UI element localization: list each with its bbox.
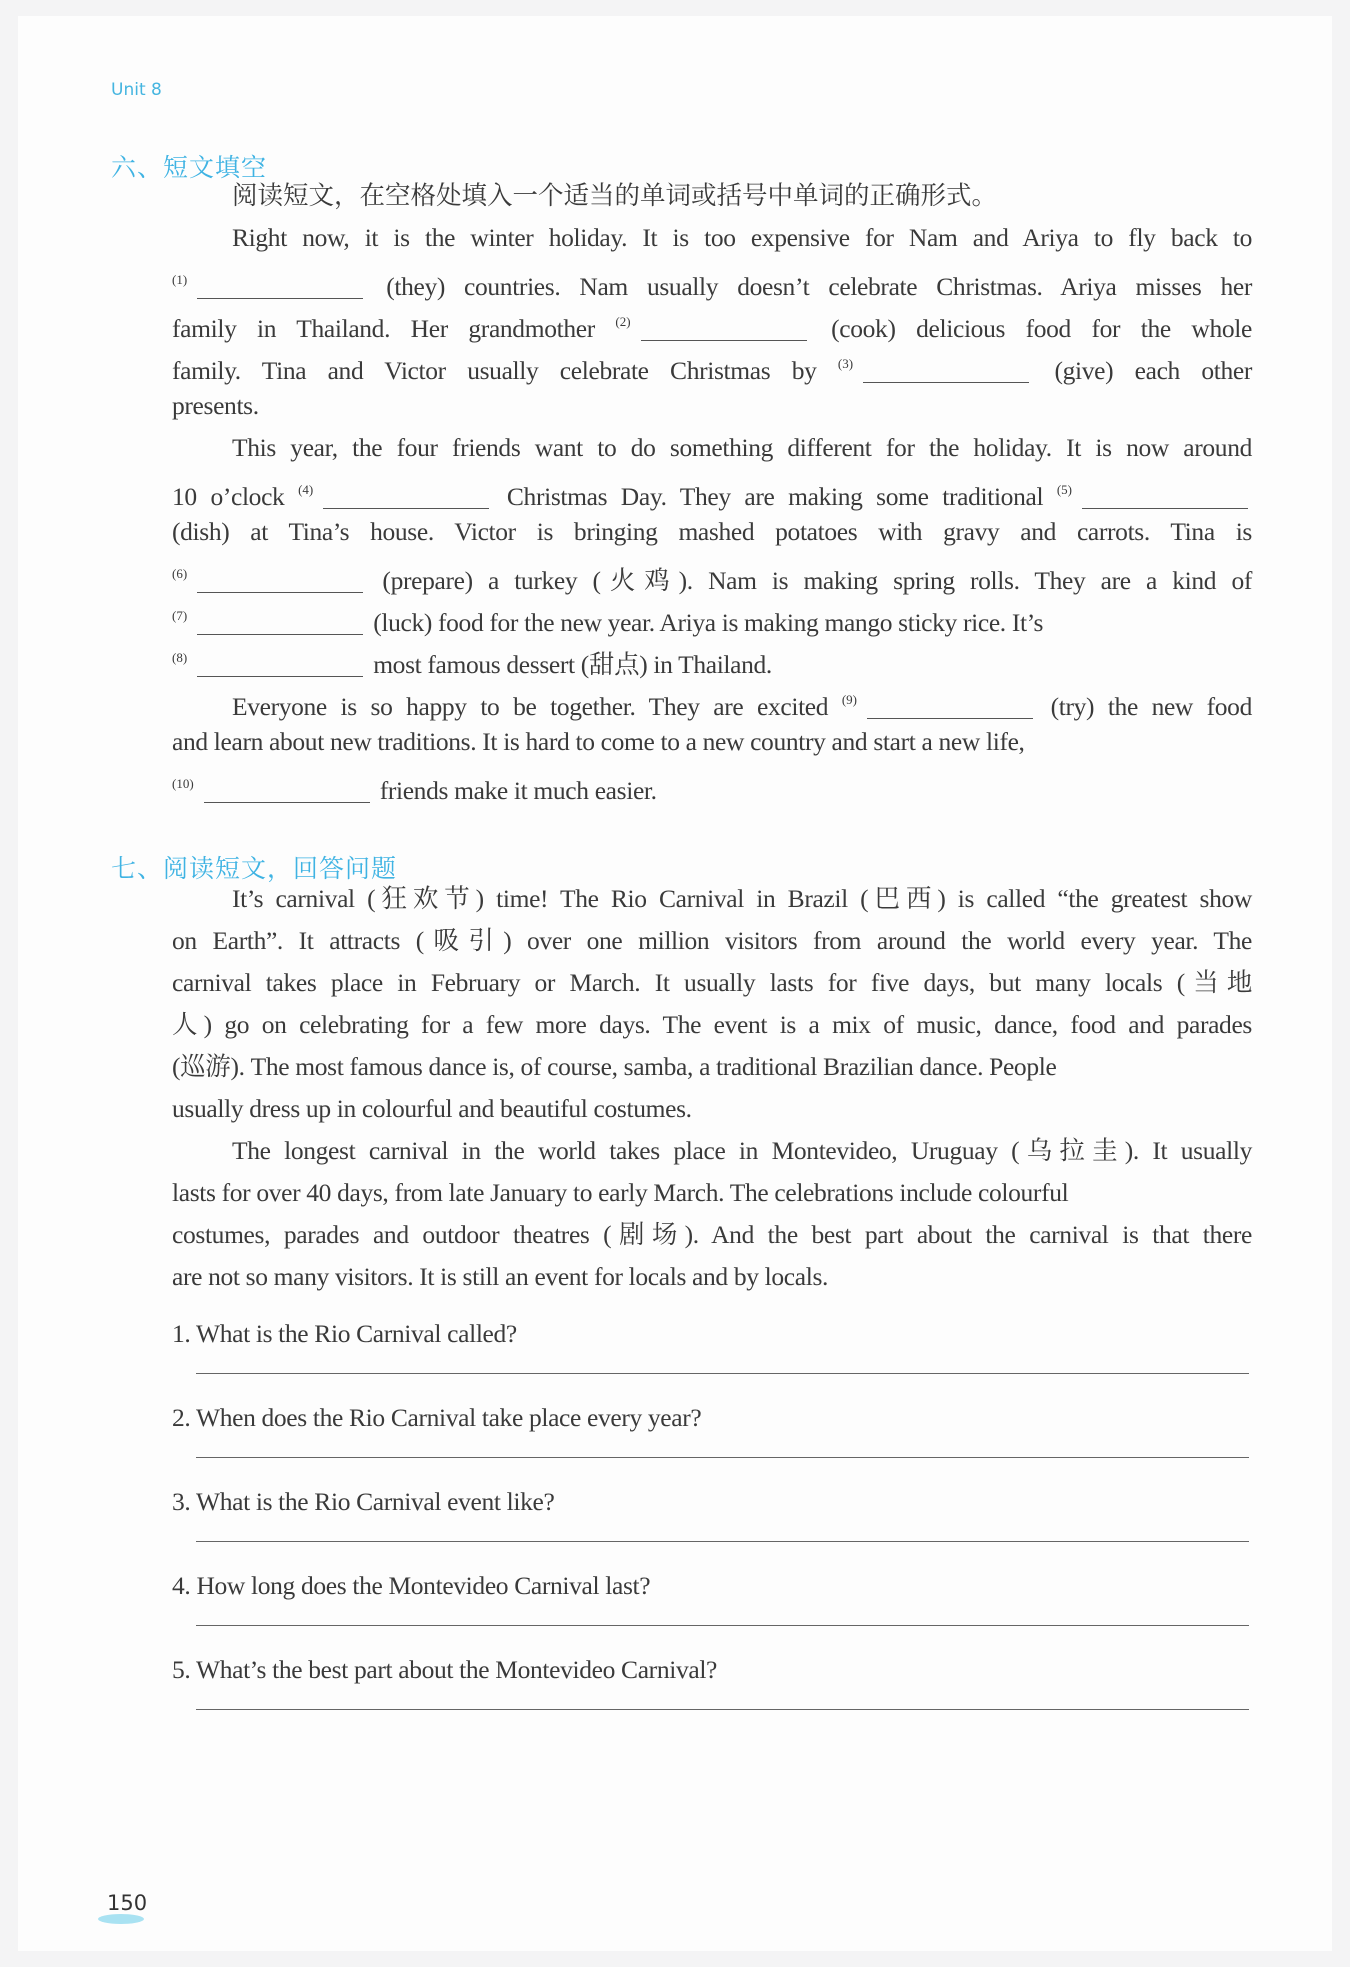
passage-text: family in Thailand. Her grandmother [172,314,616,343]
answer-blank[interactable] [867,694,1033,719]
answer-line-2[interactable] [196,1457,1249,1458]
passage-line [172,637,1252,679]
passage-text: (try) the new food [1036,692,1252,721]
passage-line [172,595,1252,637]
passage-text: usually dress up in colourful and beautiful costumes. [172,1094,692,1123]
passage-text: are not so many visitors. It is still an event for locals and by locals. [172,1262,829,1291]
blank-number: (1) [172,272,188,287]
question-3: 3. What is the Rio Carnival event like? [172,1487,555,1516]
passage-text: It’s carnival (狂欢节) time! The Rio Carnival in Brazil (巴西) is called “the greatest show [232,884,1252,913]
blank-number: (6) [172,566,188,581]
passage-line [172,1046,1252,1088]
passage-text: on Earth”. It attracts (吸引) over one million visitors from around the world every year. The [172,926,1252,955]
section-6-title: 六、短文填空 [111,153,268,182]
passage-text: (dish) at Tina’s house. Victor is bringing mashed potatoes with gravy and carrots. Tina is [172,517,1252,546]
passage-line [172,301,1252,343]
passage-line [172,679,1252,721]
passage-line [172,763,1252,805]
question-4: 4. How long does the Montevideo Carnival last? [172,1571,651,1600]
answer-blank[interactable] [197,610,363,635]
passage-line [172,217,1252,259]
answer-blank[interactable] [1082,484,1248,509]
answer-line-3[interactable] [196,1541,1249,1542]
passage-text: Right now, it is the winter holiday. It is too expensive for Nam and Ariya to fly back to [232,223,1252,252]
passage-text: family. Tina and Victor usually celebrate Christmas by [172,356,838,385]
page-number-decoration [98,1914,144,1924]
passage-line [172,878,1252,920]
passage-line [172,920,1252,962]
cloze-passage [172,217,1252,805]
passage-line [172,1172,1252,1214]
blank-number: (9) [841,692,857,707]
reading-passage [172,878,1252,1298]
passage-line [172,343,1252,385]
blank-number: (4) [298,482,314,497]
passage-line [172,962,1252,1004]
workbook-page [18,16,1332,1951]
passage-line [172,553,1252,595]
passage-text: Everyone is so happy to be together. They are excited [232,692,842,721]
passage-text: lasts for over 40 days, from late January to early March. The celebrations include colourful [172,1178,1069,1207]
question-1: 1. What is the Rio Carnival called? [172,1319,517,1348]
passage-text: carnival takes place in February or March. It usually lasts for five days, but many locals (当地 [172,968,1252,997]
passage-text: and learn about new traditions. It is hard to come to a new country and start a new life, [172,727,1025,756]
passage-text: (luck) food for the new year. Ariya is making mango sticky rice. It’s [367,608,1044,637]
passage-text: most famous dessert (甜点) in Thailand. [367,650,772,679]
answer-blank[interactable] [863,358,1029,383]
passage-text: (prepare) a turkey (火鸡). Nam is making spring rolls. They are a kind of [367,566,1252,595]
passage-line [172,259,1252,301]
passage-line [172,1130,1252,1172]
passage-text: The longest carnival in the world takes place in Montevideo, Uruguay (乌拉圭). It usually [232,1136,1252,1165]
question-2: 2. When does the Rio Carnival take place every year? [172,1403,702,1432]
unit-label: Unit 8 [111,80,162,100]
answer-blank[interactable] [204,778,370,803]
passage-text: 10 o’clock [172,482,299,511]
passage-text: 人) go on celebrating for a few more days. The event is a mix of music, dance, food and parades [172,1010,1252,1039]
passage-line [172,385,1252,427]
answer-blank[interactable] [197,568,363,593]
section-6-instruction: 阅读短文，在空格处填入一个适当的单词或括号中单词的正确形式。 [232,181,998,210]
passage-text: costumes, parades and outdoor theatres (剧场). And the best part about the carnival is that there [172,1220,1252,1249]
blank-number: (5) [1056,482,1072,497]
section-6-passage [172,175,1252,805]
answer-line-5[interactable] [196,1709,1249,1710]
answer-blank[interactable] [323,484,489,509]
passage-text: (cook) delicious food for the whole [810,314,1252,343]
question-5: 5. What’s the best part about the Montevideo Carnival? [172,1655,718,1684]
passage-line [172,1214,1252,1256]
answer-line-4[interactable] [196,1625,1249,1626]
blank-number: (7) [172,608,188,623]
blank-number: (8) [172,650,188,665]
blank-number: (3) [837,356,854,371]
passage-line [172,721,1252,763]
answer-blank[interactable] [641,316,807,341]
passage-text: presents. [172,391,259,420]
passage-text: Christmas Day. They are making some traditional [493,482,1057,511]
answer-line-1[interactable] [196,1373,1249,1374]
passage-line [172,469,1252,511]
passage-text: (巡游). The most famous dance is, of course, samba, a traditional Brazilian dance. People [172,1052,1057,1081]
answer-blank[interactable] [197,652,363,677]
passage-text: (they) countries. Nam usually doesn’t celebrate Christmas. Ariya misses her [367,272,1252,301]
section-7-title: 七、阅读短文，回答问题 [111,854,398,883]
passage-line [172,511,1252,553]
passage-text: friends make it much easier. [373,776,657,805]
blank-number: (10) [172,776,194,791]
section-7-passage [172,878,1252,1298]
passage-text: This year, the four friends want to do something different for the holiday. It is now around [232,433,1252,462]
passage-line [172,427,1252,469]
passage-text: (give) each other [1033,356,1252,385]
passage-line [172,1088,1252,1130]
blank-number: (2) [615,314,631,329]
answer-blank[interactable] [197,274,363,299]
passage-line [172,1256,1252,1298]
passage-line [172,1004,1252,1046]
page-number: 150 [107,1891,148,1915]
